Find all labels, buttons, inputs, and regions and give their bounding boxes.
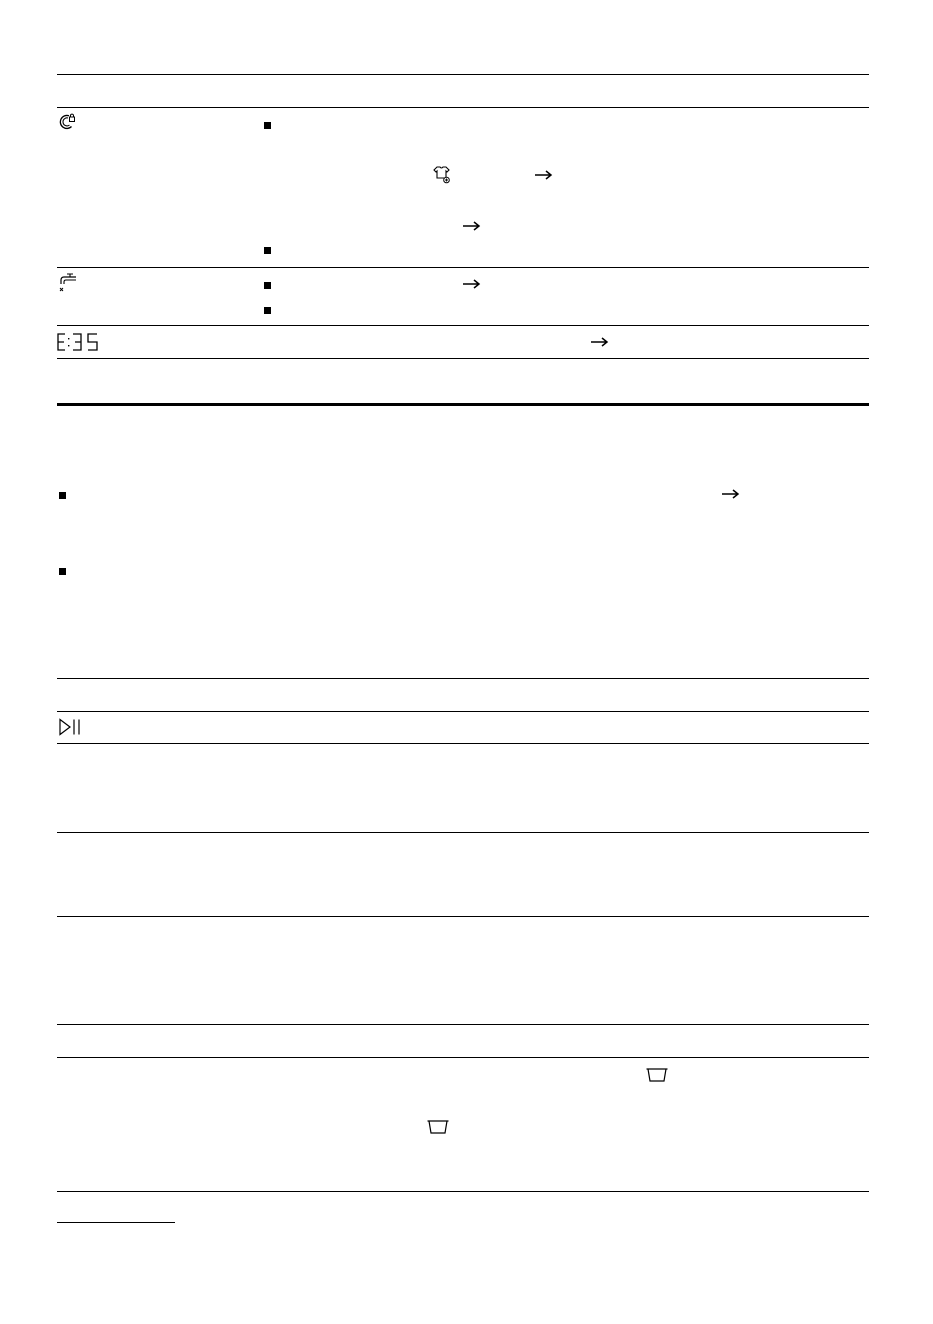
right-arrow-icon: [462, 220, 482, 232]
table-row-rule: [57, 1057, 869, 1058]
square-bullet: [264, 282, 271, 289]
right-arrow-icon: [462, 278, 482, 290]
table-row-rule: [57, 832, 869, 833]
table-row-rule: [57, 267, 869, 268]
detergent-drawer-icon: [426, 1119, 450, 1135]
table-top-rule: [57, 74, 869, 75]
right-arrow-icon: [590, 336, 610, 348]
right-arrow-icon: [721, 488, 741, 500]
table-header-rule: [57, 711, 869, 712]
footnote-rule: [57, 1222, 175, 1223]
square-bullet: [264, 247, 271, 254]
detergent-drawer-icon: [645, 1067, 669, 1083]
table-top-rule: [57, 678, 869, 679]
table-bottom-rule: [57, 358, 869, 359]
child-lock-icon: [58, 113, 76, 131]
right-arrow-icon: [534, 169, 554, 181]
square-bullet: [264, 122, 271, 129]
table-row-rule: [57, 325, 869, 326]
section-separator: [57, 403, 869, 406]
shirt-plus-icon: [432, 165, 452, 185]
table-row-rule: [57, 743, 869, 744]
table-bottom-rule: [57, 1191, 869, 1192]
table-header-rule: [57, 107, 869, 108]
square-bullet: [264, 307, 271, 314]
start-pause-icon: [58, 718, 84, 736]
table-row-rule: [57, 1024, 869, 1025]
display-code-e35: [56, 332, 100, 352]
table-row-rule: [57, 916, 869, 917]
water-tap-icon: [58, 272, 78, 294]
square-bullet: [59, 568, 66, 575]
square-bullet: [59, 492, 66, 499]
